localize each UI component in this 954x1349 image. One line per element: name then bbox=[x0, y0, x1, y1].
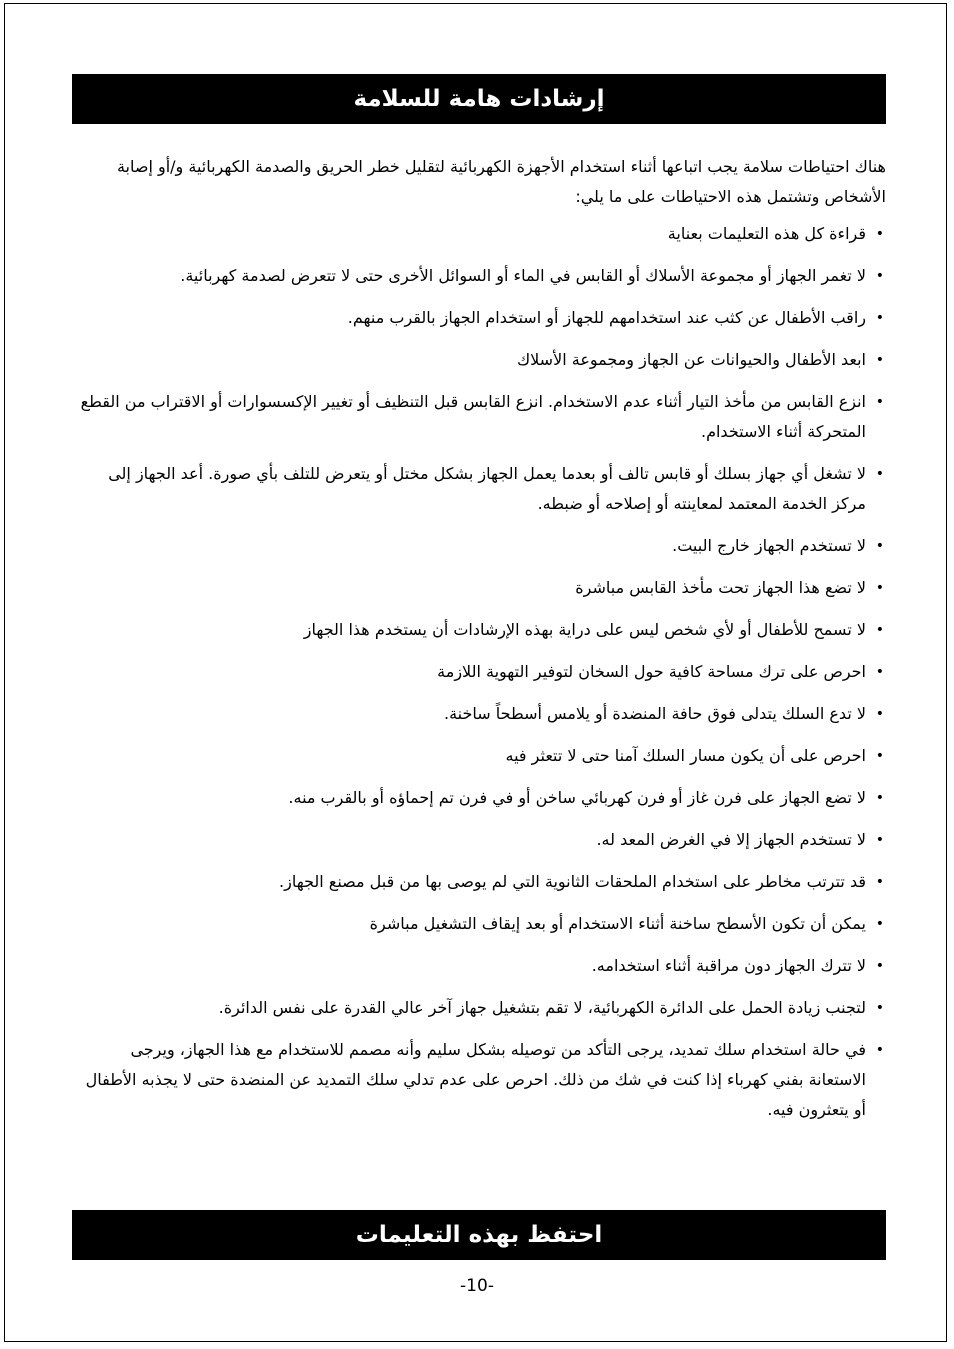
list-item-text: لا تضع الجهاز على فرن غاز أو فرن كهربائي ساخن أو في فرن تم إحماؤه أو بالقرب منه. bbox=[288, 788, 866, 807]
list-item-text: انزع القابس من مأخذ التيار أثناء عدم الاستخدام. انزع القابس قبل التنظيف أو تغيير الإكسسوارات أو الاقتراب من القطع المتحركة أثناء الاستخدام. bbox=[80, 392, 866, 441]
bullet-icon: • bbox=[875, 706, 884, 722]
list-item-text: لا تترك الجهاز دون مراقبة أثناء استخدامه. bbox=[591, 956, 866, 975]
safety-instructions-header bbox=[72, 74, 886, 124]
list-item-text: لا تغمر الجهاز أو مجموعة الأسلاك أو القابس في الماء أو السوائل الأخرى حتى لا تتعرض لصدمة كهربائية. bbox=[180, 266, 866, 285]
list-item bbox=[74, 303, 886, 333]
list-item bbox=[74, 783, 886, 813]
list-item-text: احرص على ترك مساحة كافية حول السخان لتوفير التهوية اللازمة bbox=[437, 662, 866, 681]
list-item-text: يمكن أن تكون الأسطح ساخنة أثناء الاستخدام أو بعد إيقاف التشغيل مباشرة bbox=[369, 914, 866, 933]
bullet-icon: • bbox=[875, 958, 884, 974]
header-title: إرشادات هامة للسلامة bbox=[353, 86, 605, 112]
list-item bbox=[74, 741, 886, 771]
list-item-text: ابعد الأطفال والحيوانات عن الجهاز ومجموعة الأسلاك bbox=[516, 350, 866, 369]
list-item bbox=[74, 345, 886, 375]
list-item-text: قد تترتب مخاطر على استخدام الملحقات الثانوية التي لم يوصى بها من قبل مصنع الجهاز. bbox=[279, 872, 866, 891]
list-item-text: قراءة كل هذه التعليمات بعناية bbox=[667, 224, 866, 243]
list-item-text: لا تسمح للأطفال أو لأي شخص ليس على دراية بهذه الإرشادات أن يستخدم هذا الجهاز bbox=[303, 620, 866, 639]
bullet-icon: • bbox=[875, 268, 884, 284]
list-item bbox=[74, 573, 886, 603]
list-item bbox=[74, 951, 886, 981]
bullet-icon: • bbox=[875, 1042, 884, 1058]
footer-title: احتفظ بهذه التعليمات bbox=[355, 1222, 603, 1248]
bullet-icon: • bbox=[875, 466, 884, 482]
list-item bbox=[74, 459, 886, 519]
bullet-icon: • bbox=[875, 352, 884, 368]
bullet-icon: • bbox=[875, 832, 884, 848]
list-item bbox=[74, 909, 886, 939]
bullet-icon: • bbox=[875, 664, 884, 680]
list-item-text: راقب الأطفال عن كثب عند استخدامهم للجهاز أو استخدام الجهاز بالقرب منهم. bbox=[347, 308, 866, 327]
list-item-text: احرص على أن يكون مسار السلك آمنا حتى لا تتعثر فيه bbox=[505, 746, 866, 765]
bullet-icon: • bbox=[875, 622, 884, 638]
bullet-icon: • bbox=[875, 580, 884, 596]
list-item bbox=[74, 531, 886, 561]
list-item-text: لتجنب زيادة الحمل على الدائرة الكهربائية، لا تقم بتشغيل جهاز آخر عالي القدرة على نفس الدائرة. bbox=[218, 998, 866, 1017]
bullet-icon: • bbox=[875, 748, 884, 764]
document-body bbox=[74, 152, 886, 1137]
bullet-icon: • bbox=[875, 874, 884, 890]
list-item-text: في حالة استخدام سلك تمديد، يرجى التأكد من توصيله بشكل سليم وأنه مصمم للاستخدام مع هذا الجهاز، ويرجى الاستعانة بفني كهرباء إذا كنت في شك من ذلك. احرص على عدم تدلي سلك التمديد عن المنضدة حتى لا يجذبه الأطفال أو يتعثرون فيه. bbox=[85, 1040, 866, 1119]
list-item bbox=[74, 1035, 886, 1125]
bullet-icon: • bbox=[875, 538, 884, 554]
list-item bbox=[74, 261, 886, 291]
keep-instructions-banner bbox=[72, 1210, 886, 1260]
list-item bbox=[74, 219, 886, 249]
list-item bbox=[74, 387, 886, 447]
list-item bbox=[74, 993, 886, 1023]
list-item bbox=[74, 867, 886, 897]
bullet-icon: • bbox=[875, 310, 884, 326]
list-item bbox=[74, 657, 886, 687]
bullet-icon: • bbox=[875, 1000, 884, 1016]
list-item-text: لا تدع السلك يتدلى فوق حافة المنضدة أو يلامس أسطحاً ساخنة. bbox=[443, 704, 866, 723]
bullet-icon: • bbox=[875, 790, 884, 806]
list-item bbox=[74, 699, 886, 729]
list-item-text: لا تضع هذا الجهاز تحت مأخذ القابس مباشرة bbox=[575, 578, 866, 597]
list-item-text: لا تشغل أي جهاز بسلك أو قابس تالف أو بعدما يعمل الجهاز بشكل مختل أو يتعرض للتلف بأي صورة. أعد الجهاز إلى مركز الخدمة المعتمد لمعاينته أو إصلاحه أو ضبطه. bbox=[108, 464, 866, 513]
list-item-text: لا تستخدم الجهاز خارج البيت. bbox=[672, 536, 866, 555]
intro-paragraph: هناك احتياطات سلامة يجب اتباعها أثناء استخدام الأجهزة الكهربائية لتقليل خطر الحريق والصدمة الكهربائية و/أو إصابة الأشخاص وتشتمل هذه الاحتياطات على ما يلي: bbox=[116, 157, 886, 206]
list-item bbox=[74, 615, 886, 645]
list-item bbox=[74, 825, 886, 855]
bullet-icon: • bbox=[875, 916, 884, 932]
list-item-text: لا تستخدم الجهاز إلا في الغرض المعد له. bbox=[596, 830, 866, 849]
bullet-icon: • bbox=[875, 226, 884, 242]
page-number: -10- bbox=[460, 1276, 494, 1296]
bullet-icon: • bbox=[875, 394, 884, 410]
safety-list bbox=[74, 219, 886, 1125]
